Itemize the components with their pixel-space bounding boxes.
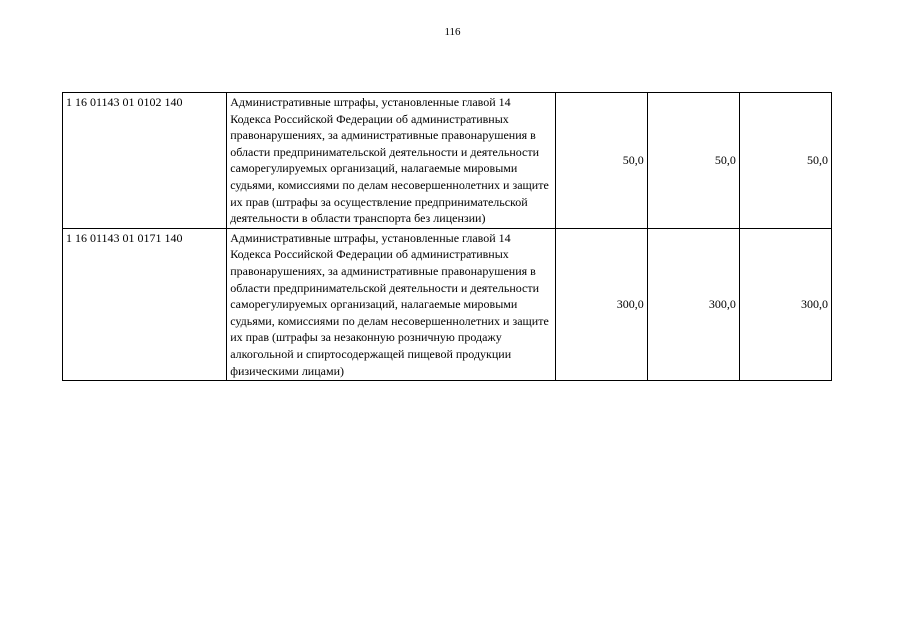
value-cell-year-2: 300,0	[647, 228, 739, 380]
revenue-code-cell: 1 16 01143 01 0171 140	[63, 228, 227, 380]
page-number: 116	[444, 26, 461, 38]
table-row	[63, 228, 832, 380]
value-cell-year-1: 300,0	[555, 228, 647, 380]
value-cell-year-3: 300,0	[739, 228, 831, 380]
description-cell: Административные штрафы, установленные главой 14 Кодекса Российской Федерации об административных правонарушениях, за административные правонарушения в области предпринимательской деятельности и деятельности саморегулируемых организаций, налагаемые мировыми судьями, комиссиями по делам несовершеннолетних и защите их прав (штрафы за осуществление предпринимательской деятельности в области транспорта без лицензии)	[227, 93, 555, 229]
value-cell-year-3: 50,0	[739, 93, 831, 229]
value-cell-year-2: 50,0	[647, 93, 739, 229]
value-cell-year-1: 50,0	[555, 93, 647, 229]
table-row	[63, 93, 832, 229]
budget-table	[62, 92, 832, 381]
revenue-code-cell: 1 16 01143 01 0102 140	[63, 93, 227, 229]
description-cell: Административные штрафы, установленные главой 14 Кодекса Российской Федерации об административных правонарушениях, за административные правонарушения в области предпринимательской деятельности и деятельности саморегулируемых организаций, налагаемые мировыми судьями, комиссиями по делам несовершеннолетних и защите их прав (штрафы за незаконную розничную продажу алкогольной и спиртосодержащей пищевой продукции физическими лицами)	[227, 228, 555, 380]
